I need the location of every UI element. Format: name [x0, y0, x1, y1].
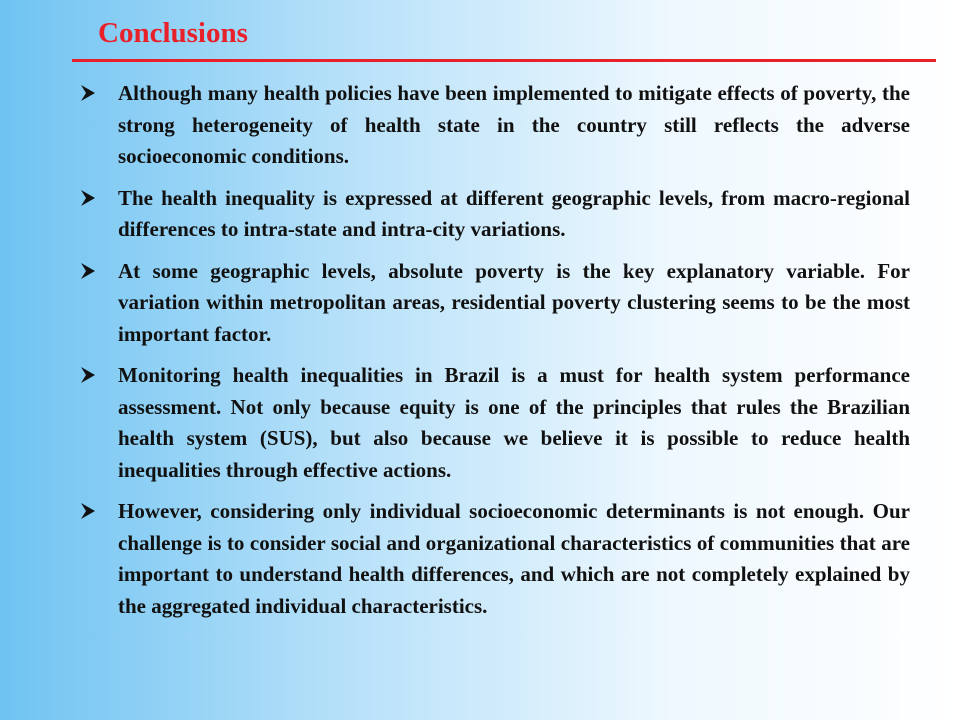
slide-title: Conclusions: [98, 17, 248, 49]
title-underline: [72, 59, 936, 62]
bullet-item: [80, 496, 910, 622]
arrow-bullet-icon: [80, 496, 118, 520]
bullet-text: At some geographic levels, absolute poverty is the key explanatory variable. For variation within metropolitan areas, residential poverty clustering seems to be the most important factor.: [118, 258, 910, 346]
bullet-item: [80, 183, 910, 246]
bullet-text: However, considering only individual socioeconomic determinants is not enough. Our challenge is to consider social and organizational characteristics of communities that are important to understand health differences, and which are not completely explained by the aggregated individual characteristics.: [118, 499, 910, 618]
arrow-bullet-icon: [80, 256, 118, 280]
arrow-bullet-icon: [80, 78, 118, 102]
bullet-list: [80, 78, 910, 632]
bullet-text: The health inequality is expressed at different geographic levels, from macro-regional differences to intra-state and intra-city variations.: [118, 185, 910, 241]
arrow-bullet-icon: [80, 183, 118, 207]
bullet-item: [80, 256, 910, 351]
arrow-bullet-icon: [80, 360, 118, 384]
bullet-text: Although many health policies have been implemented to mitigate effects of poverty, the strong heterogeneity of health state in the country still reflects the adverse socioeconomic conditions.: [118, 81, 910, 168]
bullet-item: [80, 78, 910, 173]
bullet-item: [80, 360, 910, 486]
bullet-text: Monitoring health inequalities in Brazil is a must for health system performance assessment. Not only because equity is one of the principles that rules the Brazilian health system (SUS), but also because we believe it is possible to reduce health inequalities through effective actions.: [118, 363, 910, 482]
